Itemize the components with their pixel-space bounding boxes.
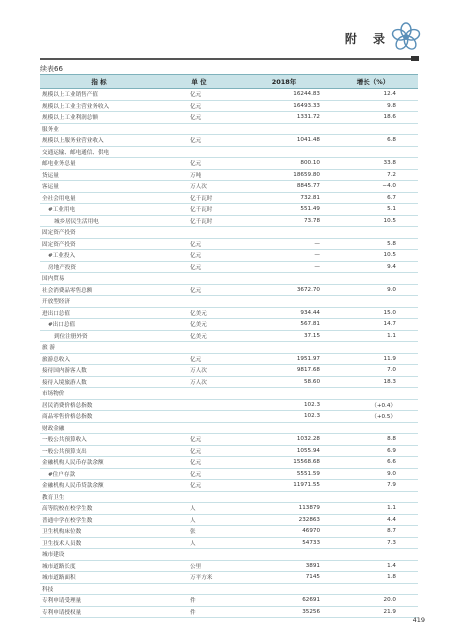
cell-indicator: #工业投入 bbox=[48, 253, 76, 260]
cell-indicator: #住户存款 bbox=[48, 471, 76, 478]
table-row bbox=[40, 170, 418, 182]
cell-growth: 6.6 bbox=[387, 459, 396, 466]
table-header-row bbox=[40, 74, 418, 89]
table-row bbox=[40, 250, 418, 262]
table-row bbox=[40, 227, 418, 239]
cell-unit: 亿元 bbox=[190, 471, 202, 478]
cell-indicator: 全社会用电量 bbox=[42, 195, 76, 202]
cell-unit: 亿元 bbox=[190, 138, 202, 145]
table-row bbox=[40, 112, 418, 124]
table-row bbox=[40, 354, 418, 366]
cell-unit: 亿元 bbox=[190, 253, 202, 260]
table-row bbox=[40, 538, 418, 550]
cell-indicator: 到位注册外资 bbox=[54, 333, 88, 340]
cell-value: 46970 bbox=[302, 528, 320, 535]
table-row bbox=[40, 526, 418, 538]
cell-indicator: 固定资产投资 bbox=[42, 241, 76, 248]
header-divider-accent bbox=[411, 56, 419, 61]
cell-value: 62691 bbox=[302, 597, 320, 604]
cell-unit: 亿美元 bbox=[190, 310, 207, 317]
cell-unit: 公里 bbox=[190, 563, 202, 570]
table-row bbox=[40, 365, 418, 377]
table-row bbox=[40, 584, 418, 596]
cell-unit: 亿元 bbox=[190, 264, 202, 271]
cell-growth: 9.8 bbox=[387, 102, 396, 109]
table-row bbox=[40, 331, 418, 343]
cell-growth: 5.8 bbox=[387, 240, 396, 247]
cell-value: 15568.68 bbox=[293, 459, 320, 466]
table-row bbox=[40, 101, 418, 113]
cell-value: 934.44 bbox=[300, 309, 320, 316]
cell-unit: 亿元 bbox=[190, 437, 202, 444]
cell-growth: （+0.5） bbox=[371, 414, 396, 421]
table-row bbox=[40, 423, 418, 435]
cell-unit: 件 bbox=[190, 598, 196, 605]
cell-growth: 10.5 bbox=[383, 217, 396, 224]
cell-value: 800.10 bbox=[300, 160, 320, 167]
cell-unit: 亿元 bbox=[190, 161, 202, 168]
cell-value: 3672.70 bbox=[296, 286, 320, 293]
table-row bbox=[40, 561, 418, 573]
cell-unit: 亿千瓦时 bbox=[190, 218, 213, 225]
cell-indicator: 国内贸易 bbox=[42, 276, 65, 283]
cell-indicator: 开放型经济 bbox=[42, 299, 70, 306]
cell-indicator: 一般公共预算收入 bbox=[42, 437, 87, 444]
cell-value: 37.15 bbox=[303, 332, 320, 339]
cell-indicator: 城乡居民生活用电 bbox=[54, 218, 99, 225]
cell-indicator: 客运量 bbox=[42, 184, 59, 191]
header-title: 附 录 bbox=[344, 32, 391, 46]
cell-value: — bbox=[314, 263, 320, 270]
cell-growth: 8.8 bbox=[387, 436, 396, 443]
cell-growth: 33.8 bbox=[383, 160, 396, 167]
column-header-indicator: 指 标 bbox=[91, 78, 107, 86]
cell-value: — bbox=[314, 252, 320, 259]
cell-unit: 件 bbox=[190, 609, 196, 616]
cell-growth: 6.9 bbox=[387, 447, 396, 454]
cell-indicator: 社会消费品零售总额 bbox=[42, 287, 93, 294]
cell-indicator: 金融机构人民币贷款余额 bbox=[42, 483, 104, 490]
cell-unit: 亿元 bbox=[190, 115, 202, 122]
cell-growth: 6.8 bbox=[387, 137, 396, 144]
cell-indicator: 财政金融 bbox=[42, 425, 65, 432]
table-row bbox=[40, 457, 418, 469]
cell-unit: 亿元 bbox=[190, 356, 202, 363]
cell-unit: 亿元 bbox=[190, 287, 202, 294]
cell-unit: 亿美元 bbox=[190, 322, 207, 329]
table-row bbox=[40, 158, 418, 170]
cell-indicator: 规模以上工业销售产值 bbox=[42, 92, 98, 99]
cell-indicator: 房地产投资 bbox=[48, 264, 76, 271]
cell-growth: 5.1 bbox=[387, 206, 396, 213]
table-row bbox=[40, 216, 418, 228]
cell-value: 9817.68 bbox=[296, 367, 320, 374]
table-row bbox=[40, 262, 418, 274]
table-row bbox=[40, 572, 418, 584]
cell-growth: 6.7 bbox=[387, 194, 396, 201]
cell-indicator: 接待入境旅游人数 bbox=[42, 379, 87, 386]
cell-growth: 7.3 bbox=[387, 539, 396, 546]
cell-indicator: 规模以上工业利润总额 bbox=[42, 115, 98, 122]
table-row bbox=[40, 273, 418, 285]
column-header-value: 2018年 bbox=[271, 78, 297, 86]
table-row bbox=[40, 492, 418, 504]
cell-indicator: #工业用电 bbox=[48, 207, 76, 214]
table-row bbox=[40, 434, 418, 446]
cell-indicator: 旅游总收入 bbox=[42, 356, 70, 363]
cell-growth: 1.4 bbox=[387, 562, 396, 569]
cell-unit: 亿元 bbox=[190, 241, 202, 248]
cell-indicator: 交通运输、邮电通信、供电 bbox=[42, 149, 110, 156]
cell-indicator: 一般公共预算支出 bbox=[42, 448, 87, 455]
cell-indicator: #出口总值 bbox=[48, 322, 76, 329]
cell-indicator: 专利申请授权量 bbox=[42, 609, 82, 616]
cell-indicator: 规模以上服务业营业收入 bbox=[42, 138, 104, 145]
table-body bbox=[40, 89, 418, 618]
cell-growth: 4.4 bbox=[387, 516, 396, 523]
cell-value: 73.78 bbox=[303, 217, 320, 224]
cell-indicator: 城市道路长度 bbox=[42, 563, 76, 570]
table-row bbox=[40, 411, 418, 423]
cell-growth: 12.4 bbox=[383, 91, 396, 98]
cell-unit: 万人次 bbox=[190, 368, 207, 375]
cell-indicator: 城市道路面积 bbox=[42, 575, 76, 582]
cell-indicator: 居民消费价格总指数 bbox=[42, 402, 93, 409]
table-row bbox=[40, 549, 418, 561]
cell-unit: 张 bbox=[190, 529, 196, 536]
table-row bbox=[40, 285, 418, 297]
cell-growth: −4.0 bbox=[382, 183, 396, 190]
column-header-growth: 增长（%） bbox=[356, 78, 390, 86]
cell-indicator: 卫生机构床位数 bbox=[42, 529, 82, 536]
flower-logo-icon bbox=[389, 20, 423, 54]
cell-indicator: 卫生技术人员数 bbox=[42, 540, 82, 547]
table-row bbox=[40, 480, 418, 492]
cell-value: 732.81 bbox=[300, 194, 320, 201]
column-header-unit: 单 位 bbox=[191, 78, 207, 86]
cell-value: 1331.72 bbox=[296, 114, 320, 121]
table-row bbox=[40, 124, 418, 136]
cell-unit: 人 bbox=[190, 506, 196, 513]
cell-indicator: 服务业 bbox=[42, 126, 59, 133]
cell-growth: 7.9 bbox=[387, 482, 396, 489]
cell-growth: 11.9 bbox=[383, 355, 396, 362]
table-row bbox=[40, 400, 418, 412]
cell-growth: 9.0 bbox=[387, 286, 396, 293]
cell-indicator: 城市建设 bbox=[42, 552, 65, 559]
cell-growth: 8.7 bbox=[387, 528, 396, 535]
table-row bbox=[40, 377, 418, 389]
cell-unit: 万吨 bbox=[190, 172, 202, 179]
cell-growth: 7.2 bbox=[387, 171, 396, 178]
table-row bbox=[40, 239, 418, 251]
table-row bbox=[40, 193, 418, 205]
cell-value: 567.81 bbox=[300, 321, 320, 328]
table-row bbox=[40, 388, 418, 400]
page-number: 419 bbox=[412, 616, 425, 624]
table-row bbox=[40, 147, 418, 159]
cell-value: 1951.97 bbox=[296, 355, 320, 362]
cell-unit: 万人次 bbox=[190, 379, 207, 386]
cell-growth: 10.5 bbox=[383, 252, 396, 259]
cell-indicator: 固定资产投资 bbox=[42, 230, 76, 237]
statistics-table bbox=[40, 74, 418, 618]
cell-indicator: 邮电业务总量 bbox=[42, 161, 76, 168]
cell-unit: 万平方米 bbox=[190, 575, 213, 582]
cell-value: 1032.28 bbox=[296, 436, 320, 443]
table-row bbox=[40, 319, 418, 331]
cell-unit: 亿美元 bbox=[190, 333, 207, 340]
cell-growth: 1.8 bbox=[387, 574, 396, 581]
cell-growth: 15.0 bbox=[383, 309, 396, 316]
table-row bbox=[40, 308, 418, 320]
cell-growth: 9.0 bbox=[387, 470, 396, 477]
table-row bbox=[40, 515, 418, 527]
cell-value: 8845.77 bbox=[296, 183, 320, 190]
cell-unit: 亿元 bbox=[190, 483, 202, 490]
table-row bbox=[40, 204, 418, 216]
cell-value: 5551.59 bbox=[296, 470, 320, 477]
cell-indicator: 商品零售价格总指数 bbox=[42, 414, 93, 421]
cell-growth: 18.6 bbox=[383, 114, 396, 121]
cell-value: 3891 bbox=[305, 562, 320, 569]
cell-unit: 亿元 bbox=[190, 448, 202, 455]
cell-value: 1055.94 bbox=[296, 447, 320, 454]
cell-indicator: 科技 bbox=[42, 586, 54, 593]
cell-unit: 亿元 bbox=[190, 92, 202, 99]
cell-indicator: 接待国内游客人数 bbox=[42, 368, 87, 375]
cell-value: 1041.48 bbox=[296, 137, 320, 144]
cell-growth: 1.1 bbox=[387, 332, 396, 339]
cell-value: 102.3 bbox=[303, 413, 320, 420]
cell-indicator: 教育卫生 bbox=[42, 494, 65, 501]
cell-growth: 20.0 bbox=[383, 597, 396, 604]
table-row bbox=[40, 446, 418, 458]
cell-value: 232863 bbox=[298, 516, 320, 523]
table-row bbox=[40, 503, 418, 515]
cell-growth: 9.4 bbox=[387, 263, 396, 270]
cell-value: 7145 bbox=[305, 574, 320, 581]
cell-value: 54733 bbox=[302, 539, 320, 546]
cell-unit: 亿元 bbox=[190, 103, 202, 110]
cell-indicator: 进出口总值 bbox=[42, 310, 70, 317]
cell-growth: 14.7 bbox=[383, 321, 396, 328]
table-row bbox=[40, 89, 418, 101]
table-row bbox=[40, 296, 418, 308]
table-row bbox=[40, 135, 418, 147]
header-divider bbox=[40, 58, 419, 60]
cell-indicator: 金融机构人民币存款余额 bbox=[42, 460, 104, 467]
cell-unit: 亿千瓦时 bbox=[190, 207, 213, 214]
cell-unit: 人 bbox=[190, 540, 196, 547]
cell-growth: 21.9 bbox=[383, 608, 396, 615]
cell-growth: 7.0 bbox=[387, 367, 396, 374]
table-caption: 续表66 bbox=[40, 65, 63, 73]
table-row bbox=[40, 607, 418, 619]
cell-value: — bbox=[314, 240, 320, 247]
cell-value: 35256 bbox=[302, 608, 320, 615]
cell-value: 11971.55 bbox=[293, 482, 320, 489]
cell-indicator: 旅 游 bbox=[42, 345, 55, 352]
cell-value: 16493.33 bbox=[293, 102, 320, 109]
cell-indicator: 货运量 bbox=[42, 172, 59, 179]
cell-value: 16244.83 bbox=[293, 91, 320, 98]
cell-indicator: 普通中学在校学生数 bbox=[42, 517, 93, 524]
cell-unit: 人 bbox=[190, 517, 196, 524]
cell-unit: 亿千瓦时 bbox=[190, 195, 213, 202]
table-row bbox=[40, 595, 418, 607]
cell-value: 58.60 bbox=[303, 378, 320, 385]
cell-indicator: 高等院校在校学生数 bbox=[42, 506, 93, 513]
cell-indicator: 专利申请受理量 bbox=[42, 598, 82, 605]
cell-growth: 1.1 bbox=[387, 505, 396, 512]
table-row bbox=[40, 342, 418, 354]
cell-value: 113879 bbox=[298, 505, 320, 512]
cell-growth: 18.3 bbox=[383, 378, 396, 385]
cell-growth: （+0.4） bbox=[371, 402, 396, 409]
cell-indicator: 规模以上工业主营业务收入 bbox=[42, 103, 110, 110]
table-row bbox=[40, 181, 418, 193]
cell-unit: 万人次 bbox=[190, 184, 207, 191]
cell-value: 551.49 bbox=[300, 206, 320, 213]
cell-value: 102.3 bbox=[303, 401, 320, 408]
cell-unit: 亿元 bbox=[190, 460, 202, 467]
table-row bbox=[40, 469, 418, 481]
cell-indicator: 市场物价 bbox=[42, 391, 65, 398]
cell-value: 18659.80 bbox=[293, 171, 320, 178]
